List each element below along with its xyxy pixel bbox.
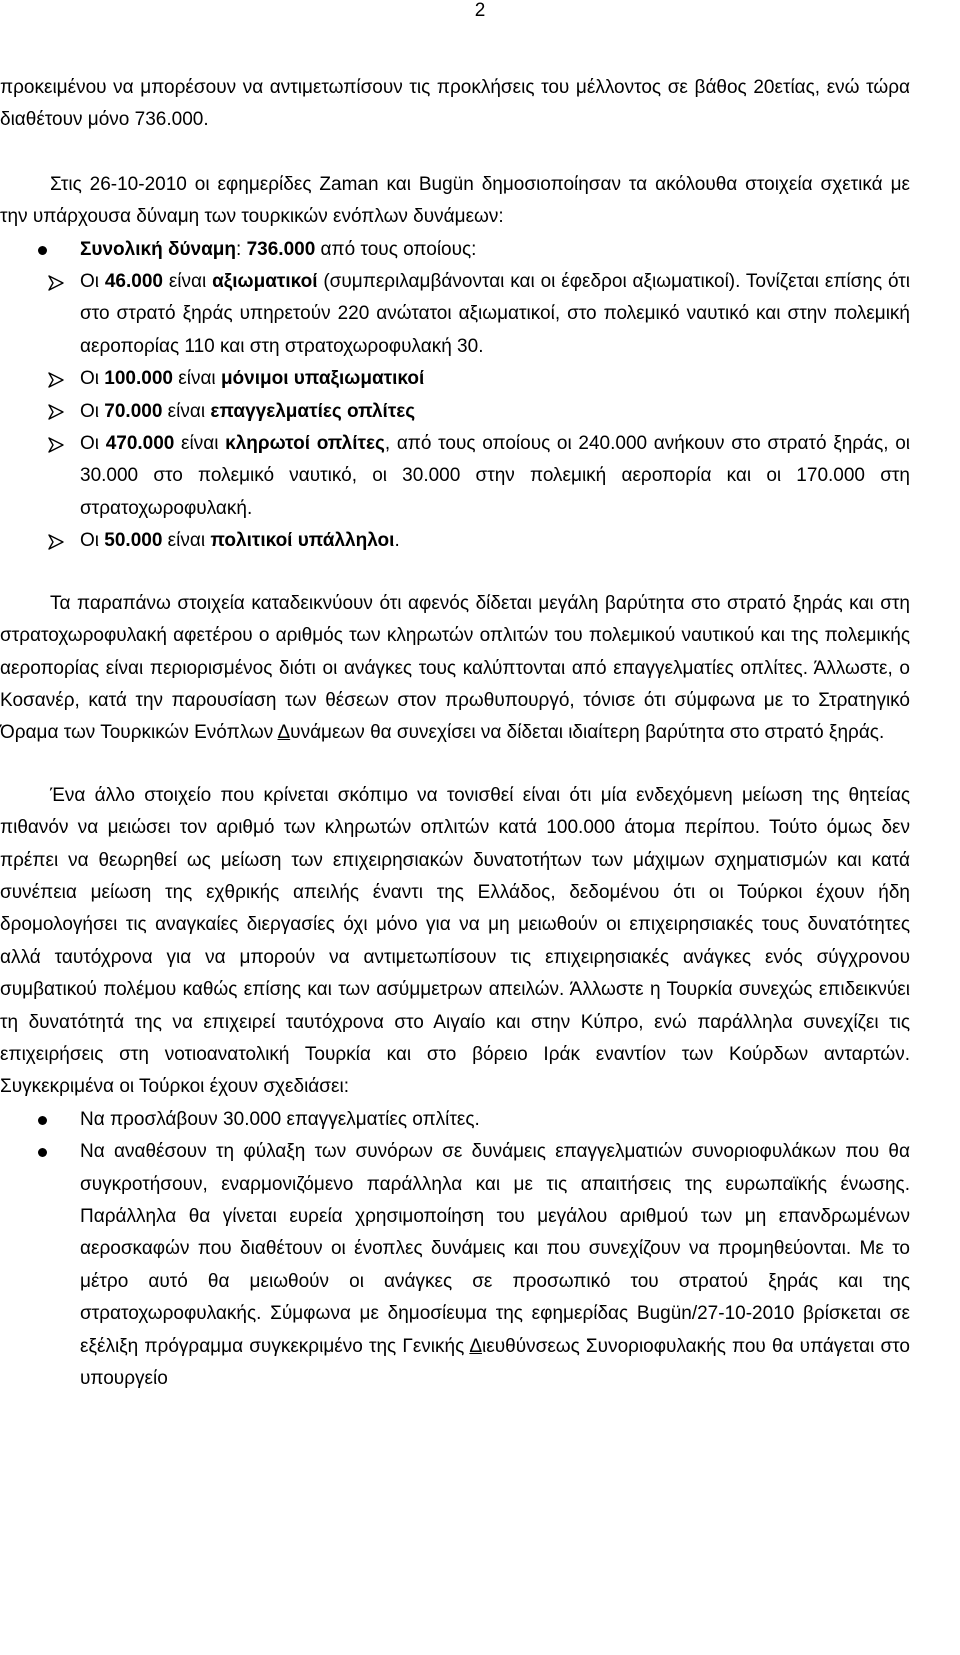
plans-list (0, 1104, 910, 1396)
item-number: 100.000 (104, 368, 173, 390)
page-number: 2 (474, 0, 486, 21)
plan-underlined-letter: Δ (469, 1335, 483, 1357)
item-prefix: Οι (80, 368, 105, 390)
item-verb: είναι (172, 368, 221, 390)
item-category: αξιωματικοί (212, 271, 318, 293)
analysis-paragraph (0, 588, 910, 750)
plan-item-border-guard (0, 1136, 910, 1395)
item-prefix: Οι (80, 433, 106, 455)
item-prefix: Οι (80, 530, 105, 552)
breakdown-item-professional-soldiers (0, 396, 910, 428)
item-category: κληρωτοί οπλίτες (225, 433, 385, 455)
item-verb: είναι (162, 400, 211, 422)
item-number: 70.000 (104, 400, 163, 422)
total-strength-suffix: από τους οποίους: (315, 238, 477, 260)
item-category: μόνιμοι υπαξιωματικοί (220, 368, 425, 390)
arrowhead-bullet-icon (47, 525, 65, 557)
item-verb: είναι (174, 433, 226, 455)
plan-text: Να προσλάβουν 30.000 επαγγελματίες οπλίτες. (80, 1108, 480, 1130)
intro-lead: Στις 26-10-2010 οι εφημερίδες Zaman και Bugün δημοσιοποίησαν τα ακόλουθα στοιχεία σχετικά με την υπάρχουσα δύναμη των τουρκικών ενόπλων δυνάμεων: (0, 173, 910, 228)
arrowhead-bullet-icon (47, 363, 65, 395)
plan-text-after: ιευθύνσεως Συνοριοφυλακής που θα υπάγεται στο υπουργείο (80, 1335, 910, 1390)
arrowhead-bullet-icon (47, 396, 65, 428)
plan-item-recruit (0, 1104, 910, 1136)
total-strength-value: 736.000 (246, 238, 316, 260)
plan-text-before: Να αναθέσουν τη φύλαξη των συνόρων σε δυνάμεις επαγγελματιών συνοριοφυλάκων που θα συγκροτήσουν, εναρμονιζόμενο παράλληλα και με τις απαιτήσεις της ευρωπαϊκής ένωσης. Παράλληλα θα γίνεται ευρεία χρησιμοποίηση του μεγάλου αριθμού των μη επανδρωμένων αεροσκαφών που διαθέτουν οι ένοπλες δυνάμεις και που συνεχίζουν να προμηθεύονται. Με το μέτρο αυτό θα μειωθούν οι ανάγκες σε προσωπικό του στρατού ξηράς και της στρατοχωροφυλακής. Σύμφωνα με δημοσίευμα της εφημερίδας Bugün/27-10-2010 βρίσκεται σε εξέλιξη πρόγραμμα συγκεκριμένο της Γενικής (80, 1141, 910, 1357)
total-strength-label: Συνολική δύναμη (80, 238, 237, 260)
conscription-paragraph: Ένα άλλο στοιχείο που κρίνεται σκόπιμο να τονισθεί είναι ότι μία ενδεχόμενη μείωση της θητείας πιθανόν να μειώσει τον αριθμό των κληρωτών οπλιτών κατά 100.000 άτομα περίπου. Τούτο όμως δεν πρέπει να θεωρηθεί ως μείωση των επιχειρησιακών δυνατοτήτων των μάχιμων σχηματισμών και κατά συνέπεια μείωση της εχθρικής απειλής έναντι της Ελλάδος, δεδομένου ότι οι Τούρκοι έχουν ήδη δρομολογήσει τις αναγκαίες διεργασίες όχι μόνο για να μη μειωθούν οι επιχειρησιακές τους δυνατότητες αλλά ταυτόχρονα για να μπορούν να αντιμετωπίσουν τις επιχειρησιακές ανάγκες ενός σύγχρονου συμβατικού πολέμου καθώς επίσης και των ασύμμετρων απειλών. Άλλωστε η Τουρκία συνεχώς επιδεικνύει τη δυνατότητά της να επιχειρεί ταυτόχρονα στο Αιγαίο και στην Κύπρο, ενώ παράλληλα συνεχίζει τις επιχειρήσεις στη νοτιοανατολική Τουρκία και στο βόρειο Ιράκ εναντίον των Κούρδων ανταρτών. Συγκεκριμένα οι Τούρκοι έχουν σχεδιάσει: (0, 784, 910, 1098)
list-item-total-strength (0, 234, 910, 266)
arrowhead-bullet-icon (47, 266, 65, 298)
item-category: πολιτικοί υπάλληλοι (210, 530, 395, 552)
item-verb: είναι (162, 530, 211, 552)
paragraph-gap (0, 750, 910, 780)
item-number: 50.000 (104, 530, 163, 552)
item-prefix: Οι (80, 271, 105, 293)
analysis-text-before: Τα παραπάνω στοιχεία καταδεικνύουν ότι αφενός δίδεται μεγάλη βαρύτητα στο στρατό ξηράς και στη στρατοχωροφυλακή αφετέρου ο αριθμός των κληρωτών οπλιτών του πολεμικού ναυτικού και της πολεμικής αεροπορίας είναι περιορισμένος διότι οι ανάγκες τους καλύπτονται από επαγγελματίες οπλίτες. Άλλωστε, ο Κοσανέρ, κατά την παρουσίαση των θέσεων στον πρωθυπουργό, τόνισε ότι σύμφωνα με το Στρατηγικό Όραμα των Τουρκικών Ενόπλων (0, 592, 910, 744)
total-strength-colon: : (236, 238, 247, 260)
bullet-dot-icon (38, 1148, 47, 1157)
item-rest: (συμπεριλαμβάνονται και οι έφεδροι αξιωματικοί). Τονίζεται επίσης ότι στο στρατό ξηράς υπηρετούν 220 ανώτατοι αξιωματικοί, στο πολεμικό ναυτικό και στην πολεμική αεροπορίας 110 και στη στρατοχωροφυλακή 30. (80, 271, 910, 357)
item-category: επαγγελματίες οπλίτες (210, 400, 416, 422)
breakdown-item-nco (0, 363, 910, 395)
analysis-text-after: υνάμεων θα συνεχίσει να δίδεται ιδιαίτερη βαρύτητα στο στρατό ξηράς. (290, 722, 885, 744)
item-prefix: Οι (80, 400, 105, 422)
breakdown-item-conscripts (0, 428, 910, 525)
document-body (0, 72, 910, 1395)
analysis-underlined-letter: Δ (277, 722, 291, 744)
breakdown-list (0, 266, 910, 558)
bullet-dot-icon (38, 1116, 47, 1125)
item-verb: είναι (162, 271, 213, 293)
item-rest: , από τους οποίους οι 240.000 ανήκουν στο στρατό ξηράς, οι 30.000 στο πολεμικό ναυτικό, οι 30.000 στην πολεμική αεροπορία και οι 170.000 στη στρατοχωροφυλακή. (80, 433, 910, 519)
bullet-dot-icon (38, 246, 47, 255)
breakdown-item-civilians (0, 525, 910, 557)
intro-continuation: προκειμένου να μπορέσουν να αντιμετωπίσουν τις προκλήσεις του μέλλοντος σε βάθος 20ετίας, ενώ τώρα διαθέτουν μόνο 736.000. (0, 77, 910, 131)
arrowhead-bullet-icon (47, 428, 65, 460)
item-number: 470.000 (105, 433, 175, 455)
item-rest: . (394, 530, 400, 552)
item-number: 46.000 (104, 271, 163, 293)
paragraph-gap (0, 137, 910, 169)
paragraph-gap (0, 558, 910, 588)
breakdown-item-officers (0, 266, 910, 363)
strength-list (0, 234, 910, 266)
